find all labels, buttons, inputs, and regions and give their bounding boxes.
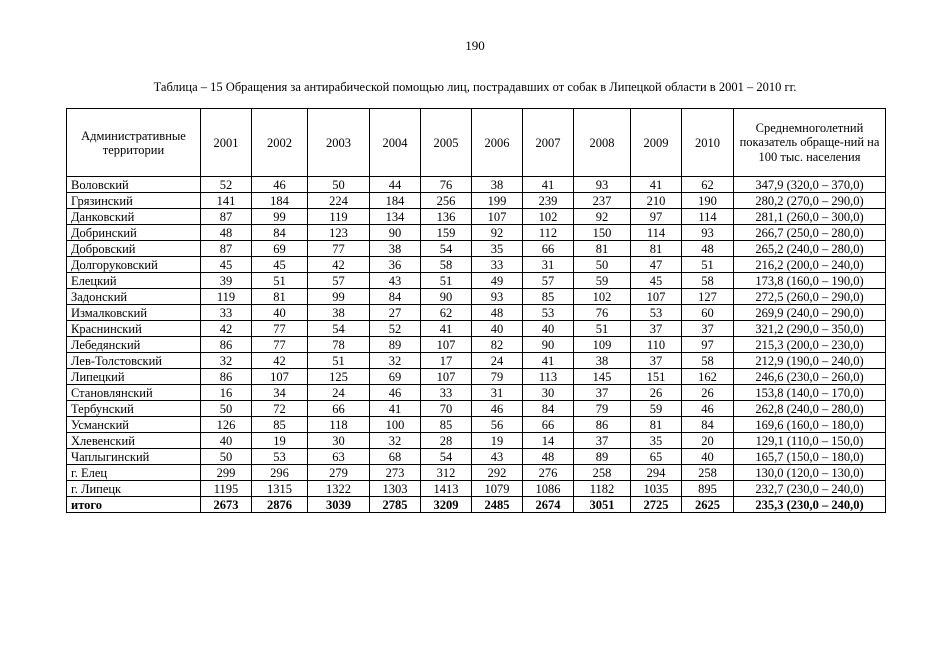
year-value-cell: 51 bbox=[421, 273, 472, 289]
year-value-cell: 40 bbox=[682, 449, 734, 465]
year-value-cell: 99 bbox=[252, 209, 308, 225]
year-value-cell: 36 bbox=[370, 257, 421, 273]
year-value-cell: 150 bbox=[574, 225, 631, 241]
year-value-cell: 38 bbox=[308, 305, 370, 321]
year-value-cell: 3209 bbox=[421, 497, 472, 513]
year-value-cell: 1195 bbox=[201, 481, 252, 497]
year-value-cell: 62 bbox=[421, 305, 472, 321]
year-value-cell: 68 bbox=[370, 449, 421, 465]
year-value-cell: 37 bbox=[631, 321, 682, 337]
average-cell: 215,3 (200,0 – 230,0) bbox=[734, 337, 886, 353]
average-cell: 173,8 (160,0 – 190,0) bbox=[734, 273, 886, 289]
territory-cell: Данковский bbox=[67, 209, 201, 225]
year-value-cell: 79 bbox=[472, 369, 523, 385]
year-value-cell: 38 bbox=[370, 241, 421, 257]
average-cell: 165,7 (150,0 – 180,0) bbox=[734, 449, 886, 465]
year-value-cell: 50 bbox=[201, 401, 252, 417]
year-value-cell: 24 bbox=[472, 353, 523, 369]
year-value-cell: 210 bbox=[631, 193, 682, 209]
territory-cell: г. Липецк bbox=[67, 481, 201, 497]
year-value-cell: 84 bbox=[523, 401, 574, 417]
year-value-cell: 19 bbox=[472, 433, 523, 449]
year-value-cell: 296 bbox=[252, 465, 308, 481]
year-value-cell: 114 bbox=[631, 225, 682, 241]
year-value-cell: 162 bbox=[682, 369, 734, 385]
year-value-cell: 82 bbox=[472, 337, 523, 353]
year-value-cell: 41 bbox=[523, 353, 574, 369]
year-value-cell: 37 bbox=[631, 353, 682, 369]
header-cell: 2010 bbox=[682, 109, 734, 177]
year-value-cell: 107 bbox=[421, 369, 472, 385]
year-value-cell: 99 bbox=[308, 289, 370, 305]
year-value-cell: 28 bbox=[421, 433, 472, 449]
year-value-cell: 46 bbox=[472, 401, 523, 417]
year-value-cell: 258 bbox=[574, 465, 631, 481]
year-value-cell: 17 bbox=[421, 353, 472, 369]
table-row bbox=[67, 385, 886, 401]
year-value-cell: 84 bbox=[682, 417, 734, 433]
year-value-cell: 119 bbox=[201, 289, 252, 305]
table-row bbox=[67, 465, 886, 481]
year-value-cell: 126 bbox=[201, 417, 252, 433]
year-value-cell: 279 bbox=[308, 465, 370, 481]
year-value-cell: 81 bbox=[574, 241, 631, 257]
average-cell: 232,7 (230,0 – 240,0) bbox=[734, 481, 886, 497]
average-cell: 246,6 (230,0 – 260,0) bbox=[734, 369, 886, 385]
territory-cell: Тербунский bbox=[67, 401, 201, 417]
territory-cell: Измалковский bbox=[67, 305, 201, 321]
year-value-cell: 1413 bbox=[421, 481, 472, 497]
year-value-cell: 37 bbox=[574, 433, 631, 449]
year-value-cell: 32 bbox=[201, 353, 252, 369]
year-value-cell: 1315 bbox=[252, 481, 308, 497]
territory-cell: г. Елец bbox=[67, 465, 201, 481]
year-value-cell: 70 bbox=[421, 401, 472, 417]
total-row bbox=[67, 497, 886, 513]
year-value-cell: 30 bbox=[523, 385, 574, 401]
header-cell: 2009 bbox=[631, 109, 682, 177]
year-value-cell: 66 bbox=[308, 401, 370, 417]
year-value-cell: 93 bbox=[682, 225, 734, 241]
territory-cell: Краснинский bbox=[67, 321, 201, 337]
year-value-cell: 52 bbox=[370, 321, 421, 337]
year-value-cell: 57 bbox=[523, 273, 574, 289]
year-value-cell: 63 bbox=[308, 449, 370, 465]
year-value-cell: 42 bbox=[308, 257, 370, 273]
year-value-cell: 40 bbox=[523, 321, 574, 337]
table-row bbox=[67, 225, 886, 241]
year-value-cell: 31 bbox=[523, 257, 574, 273]
year-value-cell: 84 bbox=[370, 289, 421, 305]
header-cell: 2007 bbox=[523, 109, 574, 177]
year-value-cell: 239 bbox=[523, 193, 574, 209]
year-value-cell: 102 bbox=[574, 289, 631, 305]
table-caption: Таблица – 15 Обращения за антирабической помощью лиц, пострадавших от собак в Липецкой области в 2001 – 2010 гг. bbox=[153, 80, 797, 94]
year-value-cell: 48 bbox=[682, 241, 734, 257]
page-number: 190 bbox=[465, 38, 485, 53]
year-value-cell: 84 bbox=[252, 225, 308, 241]
table-row bbox=[67, 305, 886, 321]
year-value-cell: 43 bbox=[472, 449, 523, 465]
year-value-cell: 127 bbox=[682, 289, 734, 305]
year-value-cell: 190 bbox=[682, 193, 734, 209]
territory-cell: Елецкий bbox=[67, 273, 201, 289]
year-value-cell: 33 bbox=[421, 385, 472, 401]
table-row bbox=[67, 337, 886, 353]
year-value-cell: 42 bbox=[252, 353, 308, 369]
year-value-cell: 48 bbox=[201, 225, 252, 241]
year-value-cell: 51 bbox=[682, 257, 734, 273]
year-value-cell: 32 bbox=[370, 433, 421, 449]
year-value-cell: 37 bbox=[574, 385, 631, 401]
year-value-cell: 45 bbox=[631, 273, 682, 289]
year-value-cell: 2785 bbox=[370, 497, 421, 513]
year-value-cell: 81 bbox=[252, 289, 308, 305]
year-value-cell: 199 bbox=[472, 193, 523, 209]
year-value-cell: 46 bbox=[682, 401, 734, 417]
year-value-cell: 100 bbox=[370, 417, 421, 433]
year-value-cell: 54 bbox=[421, 241, 472, 257]
year-value-cell: 1079 bbox=[472, 481, 523, 497]
year-value-cell: 77 bbox=[252, 321, 308, 337]
year-value-cell: 81 bbox=[631, 417, 682, 433]
year-value-cell: 2876 bbox=[252, 497, 308, 513]
header-cell: 2003 bbox=[308, 109, 370, 177]
table-row bbox=[67, 481, 886, 497]
table-row bbox=[67, 193, 886, 209]
year-value-cell: 20 bbox=[682, 433, 734, 449]
year-value-cell: 89 bbox=[370, 337, 421, 353]
year-value-cell: 41 bbox=[523, 177, 574, 193]
year-value-cell: 14 bbox=[523, 433, 574, 449]
year-value-cell: 90 bbox=[370, 225, 421, 241]
year-value-cell: 59 bbox=[631, 401, 682, 417]
year-value-cell: 40 bbox=[201, 433, 252, 449]
year-value-cell: 114 bbox=[682, 209, 734, 225]
year-value-cell: 312 bbox=[421, 465, 472, 481]
year-value-cell: 118 bbox=[308, 417, 370, 433]
year-value-cell: 294 bbox=[631, 465, 682, 481]
year-value-cell: 134 bbox=[370, 209, 421, 225]
year-value-cell: 30 bbox=[308, 433, 370, 449]
territory-cell: Лев-Толстовский bbox=[67, 353, 201, 369]
table-row bbox=[67, 209, 886, 225]
average-cell: 272,5 (260,0 – 290,0) bbox=[734, 289, 886, 305]
year-value-cell: 2485 bbox=[472, 497, 523, 513]
year-value-cell: 86 bbox=[201, 369, 252, 385]
year-value-cell: 49 bbox=[472, 273, 523, 289]
table-row bbox=[67, 449, 886, 465]
year-value-cell: 86 bbox=[201, 337, 252, 353]
year-value-cell: 273 bbox=[370, 465, 421, 481]
year-value-cell: 145 bbox=[574, 369, 631, 385]
table-row bbox=[67, 321, 886, 337]
year-value-cell: 1182 bbox=[574, 481, 631, 497]
header-cell: Административные территории bbox=[67, 109, 201, 177]
year-value-cell: 92 bbox=[472, 225, 523, 241]
year-value-cell: 58 bbox=[682, 353, 734, 369]
year-value-cell: 35 bbox=[631, 433, 682, 449]
year-value-cell: 159 bbox=[421, 225, 472, 241]
header-cell: 2005 bbox=[421, 109, 472, 177]
year-value-cell: 32 bbox=[370, 353, 421, 369]
year-value-cell: 1303 bbox=[370, 481, 421, 497]
territory-cell: Хлевенский bbox=[67, 433, 201, 449]
year-value-cell: 53 bbox=[252, 449, 308, 465]
average-cell: 169,6 (160,0 – 180,0) bbox=[734, 417, 886, 433]
year-value-cell: 57 bbox=[308, 273, 370, 289]
year-value-cell: 97 bbox=[631, 209, 682, 225]
year-value-cell: 107 bbox=[252, 369, 308, 385]
year-value-cell: 56 bbox=[472, 417, 523, 433]
table-row bbox=[67, 353, 886, 369]
year-value-cell: 90 bbox=[523, 337, 574, 353]
average-cell: 280,2 (270,0 – 290,0) bbox=[734, 193, 886, 209]
year-value-cell: 52 bbox=[201, 177, 252, 193]
year-value-cell: 87 bbox=[201, 241, 252, 257]
year-value-cell: 58 bbox=[421, 257, 472, 273]
header-cell: 2004 bbox=[370, 109, 421, 177]
table-row bbox=[67, 257, 886, 273]
average-cell: 265,2 (240,0 – 280,0) bbox=[734, 241, 886, 257]
year-value-cell: 76 bbox=[421, 177, 472, 193]
year-value-cell: 26 bbox=[631, 385, 682, 401]
year-value-cell: 89 bbox=[574, 449, 631, 465]
year-value-cell: 42 bbox=[201, 321, 252, 337]
table-row bbox=[67, 289, 886, 305]
year-value-cell: 77 bbox=[252, 337, 308, 353]
year-value-cell: 895 bbox=[682, 481, 734, 497]
year-value-cell: 43 bbox=[370, 273, 421, 289]
year-value-cell: 141 bbox=[201, 193, 252, 209]
year-value-cell: 2673 bbox=[201, 497, 252, 513]
year-value-cell: 40 bbox=[472, 321, 523, 337]
year-value-cell: 93 bbox=[472, 289, 523, 305]
year-value-cell: 41 bbox=[370, 401, 421, 417]
territory-cell: итого bbox=[67, 497, 201, 513]
territory-cell: Грязинский bbox=[67, 193, 201, 209]
header-cell: 2001 bbox=[201, 109, 252, 177]
year-value-cell: 66 bbox=[523, 417, 574, 433]
table-row bbox=[67, 433, 886, 449]
territory-cell: Воловский bbox=[67, 177, 201, 193]
year-value-cell: 81 bbox=[631, 241, 682, 257]
territory-cell: Усманский bbox=[67, 417, 201, 433]
year-value-cell: 37 bbox=[682, 321, 734, 337]
year-value-cell: 76 bbox=[574, 305, 631, 321]
year-value-cell: 86 bbox=[574, 417, 631, 433]
year-value-cell: 66 bbox=[523, 241, 574, 257]
year-value-cell: 2625 bbox=[682, 497, 734, 513]
year-value-cell: 46 bbox=[370, 385, 421, 401]
year-value-cell: 45 bbox=[252, 257, 308, 273]
year-value-cell: 50 bbox=[574, 257, 631, 273]
year-value-cell: 69 bbox=[252, 241, 308, 257]
territory-cell: Задонский bbox=[67, 289, 201, 305]
year-value-cell: 50 bbox=[201, 449, 252, 465]
average-cell: 347,9 (320,0 – 370,0) bbox=[734, 177, 886, 193]
year-value-cell: 3051 bbox=[574, 497, 631, 513]
year-value-cell: 51 bbox=[252, 273, 308, 289]
year-value-cell: 33 bbox=[472, 257, 523, 273]
year-value-cell: 107 bbox=[472, 209, 523, 225]
territory-cell: Добринский bbox=[67, 225, 201, 241]
average-cell: 281,1 (260,0 – 300,0) bbox=[734, 209, 886, 225]
average-cell: 130,0 (120,0 – 130,0) bbox=[734, 465, 886, 481]
year-value-cell: 58 bbox=[682, 273, 734, 289]
year-value-cell: 35 bbox=[472, 241, 523, 257]
year-value-cell: 60 bbox=[682, 305, 734, 321]
year-value-cell: 85 bbox=[421, 417, 472, 433]
year-value-cell: 107 bbox=[421, 337, 472, 353]
year-value-cell: 27 bbox=[370, 305, 421, 321]
year-value-cell: 87 bbox=[201, 209, 252, 225]
year-value-cell: 184 bbox=[370, 193, 421, 209]
territory-cell: Становлянский bbox=[67, 385, 201, 401]
year-value-cell: 72 bbox=[252, 401, 308, 417]
year-value-cell: 54 bbox=[308, 321, 370, 337]
year-value-cell: 69 bbox=[370, 369, 421, 385]
year-value-cell: 97 bbox=[682, 337, 734, 353]
year-value-cell: 123 bbox=[308, 225, 370, 241]
average-cell: 212,9 (190,0 – 240,0) bbox=[734, 353, 886, 369]
year-value-cell: 93 bbox=[574, 177, 631, 193]
table-row bbox=[67, 177, 886, 193]
year-value-cell: 40 bbox=[252, 305, 308, 321]
year-value-cell: 47 bbox=[631, 257, 682, 273]
year-value-cell: 48 bbox=[472, 305, 523, 321]
year-value-cell: 34 bbox=[252, 385, 308, 401]
table-row bbox=[67, 241, 886, 257]
year-value-cell: 54 bbox=[421, 449, 472, 465]
year-value-cell: 184 bbox=[252, 193, 308, 209]
year-value-cell: 256 bbox=[421, 193, 472, 209]
year-value-cell: 136 bbox=[421, 209, 472, 225]
year-value-cell: 24 bbox=[308, 385, 370, 401]
year-value-cell: 41 bbox=[421, 321, 472, 337]
year-value-cell: 77 bbox=[308, 241, 370, 257]
year-value-cell: 48 bbox=[523, 449, 574, 465]
year-value-cell: 51 bbox=[308, 353, 370, 369]
year-value-cell: 2674 bbox=[523, 497, 574, 513]
year-value-cell: 92 bbox=[574, 209, 631, 225]
year-value-cell: 1322 bbox=[308, 481, 370, 497]
year-value-cell: 237 bbox=[574, 193, 631, 209]
territory-cell: Чаплыгинский bbox=[67, 449, 201, 465]
year-value-cell: 59 bbox=[574, 273, 631, 289]
year-value-cell: 119 bbox=[308, 209, 370, 225]
year-value-cell: 19 bbox=[252, 433, 308, 449]
average-cell: 216,2 (200,0 – 240,0) bbox=[734, 257, 886, 273]
average-cell: 153,8 (140,0 – 170,0) bbox=[734, 385, 886, 401]
year-value-cell: 102 bbox=[523, 209, 574, 225]
year-value-cell: 1086 bbox=[523, 481, 574, 497]
year-value-cell: 16 bbox=[201, 385, 252, 401]
year-value-cell: 1035 bbox=[631, 481, 682, 497]
year-value-cell: 3039 bbox=[308, 497, 370, 513]
year-value-cell: 33 bbox=[201, 305, 252, 321]
year-value-cell: 62 bbox=[682, 177, 734, 193]
year-value-cell: 44 bbox=[370, 177, 421, 193]
year-value-cell: 113 bbox=[523, 369, 574, 385]
average-cell: 321,2 (290,0 – 350,0) bbox=[734, 321, 886, 337]
year-value-cell: 112 bbox=[523, 225, 574, 241]
table-row bbox=[67, 417, 886, 433]
year-value-cell: 51 bbox=[574, 321, 631, 337]
year-value-cell: 53 bbox=[631, 305, 682, 321]
year-value-cell: 26 bbox=[682, 385, 734, 401]
year-value-cell: 276 bbox=[523, 465, 574, 481]
territory-cell: Лебедянский bbox=[67, 337, 201, 353]
table-row bbox=[67, 401, 886, 417]
year-value-cell: 110 bbox=[631, 337, 682, 353]
year-value-cell: 78 bbox=[308, 337, 370, 353]
year-value-cell: 85 bbox=[252, 417, 308, 433]
year-value-cell: 107 bbox=[631, 289, 682, 305]
average-cell: 269,9 (240,0 – 290,0) bbox=[734, 305, 886, 321]
year-value-cell: 50 bbox=[308, 177, 370, 193]
year-value-cell: 41 bbox=[631, 177, 682, 193]
year-value-cell: 45 bbox=[201, 257, 252, 273]
header-cell: 2006 bbox=[472, 109, 523, 177]
territory-cell: Липецкий bbox=[67, 369, 201, 385]
year-value-cell: 31 bbox=[472, 385, 523, 401]
year-value-cell: 224 bbox=[308, 193, 370, 209]
year-value-cell: 299 bbox=[201, 465, 252, 481]
average-cell: 129,1 (110,0 – 150,0) bbox=[734, 433, 886, 449]
year-value-cell: 125 bbox=[308, 369, 370, 385]
year-value-cell: 38 bbox=[472, 177, 523, 193]
year-value-cell: 65 bbox=[631, 449, 682, 465]
table-body bbox=[67, 177, 886, 513]
header-row bbox=[67, 109, 886, 177]
year-value-cell: 258 bbox=[682, 465, 734, 481]
table-row bbox=[67, 273, 886, 289]
year-value-cell: 151 bbox=[631, 369, 682, 385]
average-cell: 262,8 (240,0 – 280,0) bbox=[734, 401, 886, 417]
year-value-cell: 292 bbox=[472, 465, 523, 481]
year-value-cell: 90 bbox=[421, 289, 472, 305]
year-value-cell: 2725 bbox=[631, 497, 682, 513]
year-value-cell: 53 bbox=[523, 305, 574, 321]
year-value-cell: 38 bbox=[574, 353, 631, 369]
header-cell: 2008 bbox=[574, 109, 631, 177]
year-value-cell: 39 bbox=[201, 273, 252, 289]
table-row bbox=[67, 369, 886, 385]
year-value-cell: 85 bbox=[523, 289, 574, 305]
year-value-cell: 79 bbox=[574, 401, 631, 417]
year-value-cell: 46 bbox=[252, 177, 308, 193]
header-cell: 2002 bbox=[252, 109, 308, 177]
territory-cell: Долгоруковский bbox=[67, 257, 201, 273]
data-table bbox=[66, 108, 886, 513]
average-cell: 266,7 (250,0 – 280,0) bbox=[734, 225, 886, 241]
header-cell: Среднемноголетний показатель обраще-ний на 100 тыс. населения bbox=[734, 109, 886, 177]
territory-cell: Добровский bbox=[67, 241, 201, 257]
average-cell: 235,3 (230,0 – 240,0) bbox=[734, 497, 886, 513]
year-value-cell: 109 bbox=[574, 337, 631, 353]
